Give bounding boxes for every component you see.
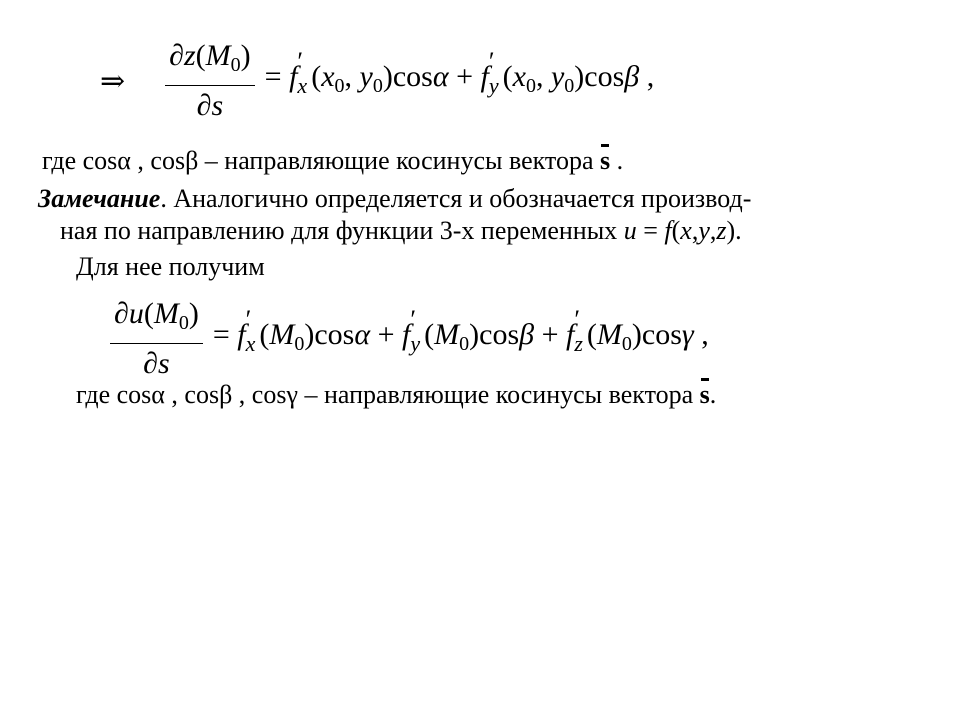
vector-s: s	[699, 380, 710, 409]
formula-right-side: = f ′ x $(M_0)\cos\alpha + f$ ′ y $(M_0)\cos\beta + f$ ′ z $(M_0)\cos\gamma$ ,	[212, 304, 709, 356]
vector-s: s	[599, 146, 611, 175]
remark-line-1: Замечание. Аналогично определяется и обозначается производ-	[38, 184, 752, 213]
fraction-numerator: $\partial u(M_0)$	[110, 296, 203, 344]
direction-cosines-note-3d: где cosα , cosβ , cosγ – направляющие косинусы вектора s.	[76, 380, 717, 409]
directional-derivative-formula-3d	[110, 296, 709, 382]
remark-line-3: Для нее получим	[76, 252, 265, 281]
fraction-numerator: $\partial z(M_0)$	[165, 38, 255, 86]
remark-label: Замечание	[38, 184, 161, 213]
fraction-dz-ds	[165, 38, 255, 124]
formula-right-side: = f ′ x ($x_0$, $y_0)\cos\alpha + f$ ′ y ($x_0$, $y_0)\cos\beta$ ,	[264, 46, 655, 98]
fraction-du-ds	[110, 296, 203, 382]
directional-derivative-formula-2d	[100, 38, 654, 124]
fraction-denominator: ∂s	[196, 89, 224, 122]
implies-symbol: ⇒	[100, 63, 126, 99]
direction-cosines-note-2d: где cosα , cosβ – направляющие косинусы вектора s .	[42, 146, 624, 175]
fraction-denominator: ∂s	[143, 347, 170, 380]
remark-line-2: ная по направлению для функции 3-х переменных u = f(x,y,z).	[60, 216, 742, 245]
